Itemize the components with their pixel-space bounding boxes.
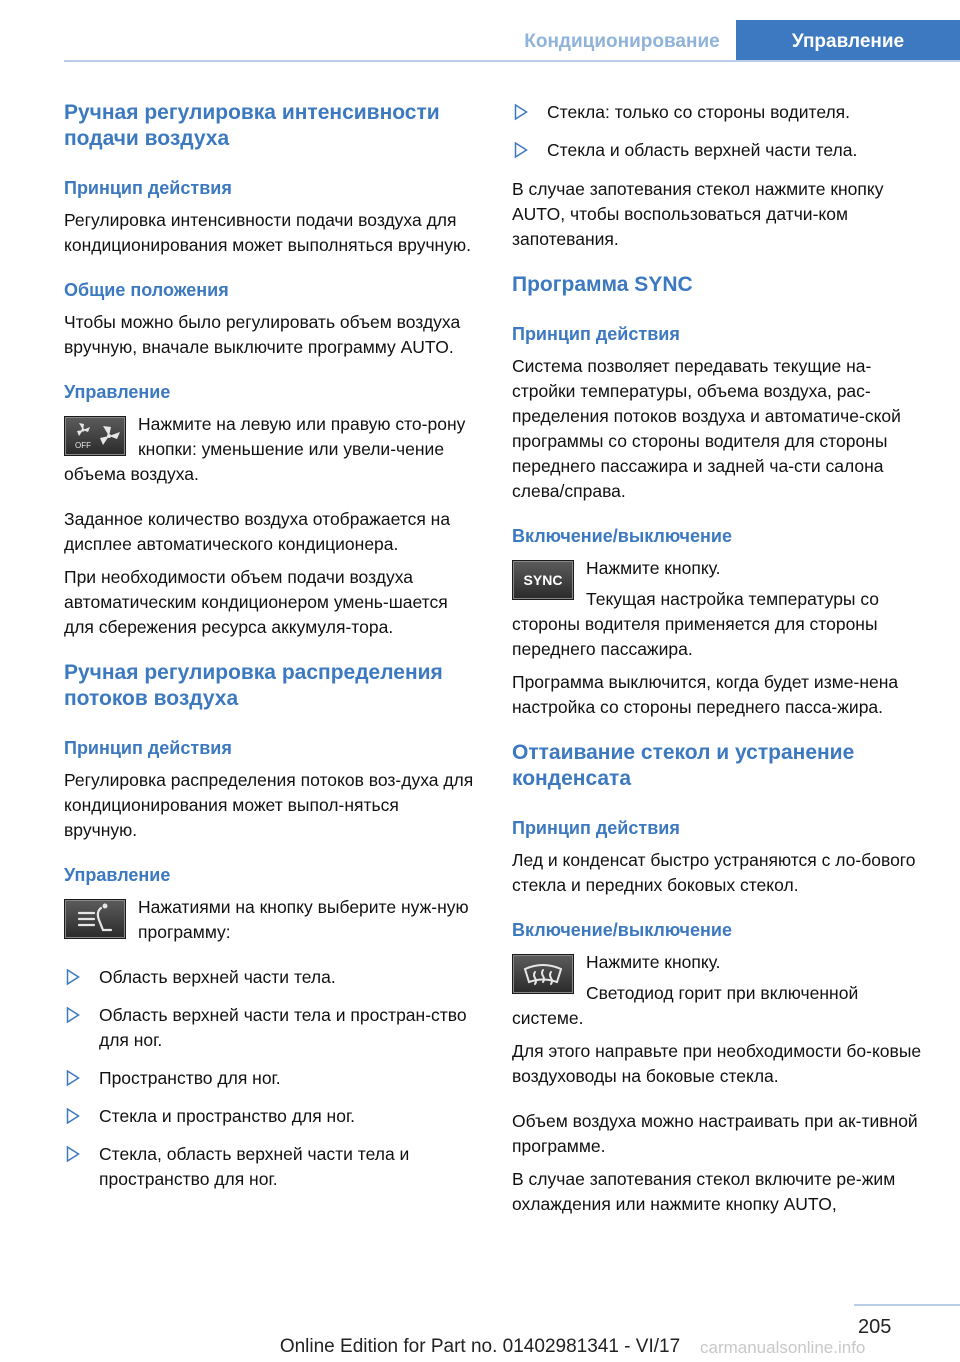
- fan-control-text: Нажмите на левую или правую сто-рону кнопки: уменьшение или увели-чение объема воздуха.: [64, 414, 466, 484]
- list-item-text: Стекла и область верхней части тела.: [547, 140, 858, 160]
- manual-distribution-control-heading: Управление: [64, 865, 171, 885]
- battery-text: При необходимости объем подачи воздуха автоматическим кондиционером умень-шается для сбережения ресурса аккумуля-тора.: [64, 567, 448, 637]
- air-distribution-button-icon: [64, 899, 126, 939]
- fan-control-block: [64, 412, 476, 487]
- sync-principle-heading: Принцип действия: [512, 324, 680, 344]
- triangle-bullet-icon: [66, 1145, 80, 1163]
- list-item: [64, 1003, 476, 1053]
- general-text: Чтобы можно было регулировать объем воздуха вручную, вначале выключите программу AUTO.: [64, 312, 461, 357]
- manual-intensity-title: Ручная регулировка интенсивности подачи воздуха: [64, 101, 440, 150]
- sync-button-label: SYNC: [523, 572, 563, 588]
- list-item: [64, 1104, 476, 1129]
- defrost-onoff-heading: Включение/выключение: [512, 920, 732, 940]
- manual-distribution-principle-heading: Принцип действия: [64, 738, 232, 758]
- triangle-bullet-icon: [514, 103, 528, 121]
- distribution-control-block: [64, 895, 476, 945]
- list-item: [64, 1142, 476, 1192]
- manual-intensity-control-heading: Управление: [64, 382, 171, 402]
- list-item-text: Область верхней части тела и простран-ство для ног.: [99, 1005, 467, 1050]
- sync-principle-text: Система позволяет передавать текущие на-стройки температуры, объема воздуха, рас-пределения потоков воздуха и автоматиче-ской программы со стороны водителя для стороны переднего пассажира и задней ча-сти салона слева/справа.: [512, 356, 901, 501]
- list-item: [64, 1066, 476, 1091]
- display-text: Заданное количество воздуха отображается на дисплее автоматического кондиционера.: [64, 509, 451, 554]
- list-item-text: Область верхней части тела.: [99, 967, 336, 987]
- list-item: [512, 100, 924, 125]
- triangle-bullet-icon: [66, 1006, 80, 1024]
- list-item-text: Стекла, область верхней части тела и пространство для ног.: [99, 1144, 410, 1189]
- page-header: [0, 0, 960, 62]
- manual-intensity-principle-heading: Принцип действия: [64, 178, 232, 198]
- page-number: 205: [858, 1316, 892, 1338]
- sync-apply-text: Текущая настройка температуры со стороны водителя применяется для стороны переднего пассажира.: [512, 589, 880, 659]
- list-item: [512, 138, 924, 163]
- list-item: [64, 965, 476, 990]
- defrost-press-text: Нажмите кнопку.: [586, 952, 721, 972]
- section-tab-air-conditioning[interactable]: Кондиционирование: [524, 31, 720, 52]
- fog-sensor-text: В случае запотевания стекол нажмите кнопку AUTO, чтобы воспользоваться датчи-ком запотевания.: [512, 179, 884, 249]
- svg-text:OFF: OFF: [75, 441, 91, 450]
- triangle-bullet-icon: [514, 141, 528, 159]
- triangle-bullet-icon: [66, 1069, 80, 1087]
- section-tab-controls[interactable]: Управление: [736, 20, 960, 62]
- sync-press-text: Нажмите кнопку.: [586, 558, 721, 578]
- distribution-program-list-continued: [512, 100, 924, 163]
- distribution-program-list: [64, 965, 476, 1192]
- sync-onoff-heading: Включение/выключение: [512, 526, 732, 546]
- sync-off-text: Программа выключится, когда будет изме-нена настройка со стороны переднего пасса-жира.: [512, 672, 899, 717]
- defrost-control-block: [512, 950, 924, 1031]
- windshield-defrost-button-icon: [512, 954, 574, 994]
- edition-note: Online Edition for Part no. 01402981341 - VI/17: [279, 1336, 681, 1357]
- sync-title: Программа SYNC: [512, 273, 693, 296]
- header-divider: [64, 60, 960, 62]
- triangle-bullet-icon: [66, 968, 80, 986]
- defrost-volume-text: Объем воздуха можно настраивать при ак-тивной программе.: [512, 1111, 918, 1156]
- defrost-principle-text: Лед и конденсат быстро устраняются с ло-бового стекла и передних боковых стекол.: [512, 850, 916, 895]
- defrost-vents-text: Для этого направьте при необходимости бо-ковые воздуховоды на боковые стекла.: [512, 1041, 922, 1086]
- distribution-control-text: Нажатиями на кнопку выберите нуж-ную программу:: [138, 897, 469, 942]
- defrost-principle-heading: Принцип действия: [512, 818, 680, 838]
- list-item-text: Стекла: только со стороны водителя.: [547, 102, 851, 122]
- manual-distribution-title: Ручная регулировка распределения потоков воздуха: [64, 661, 443, 710]
- fan-off-button-icon: [64, 416, 126, 456]
- general-heading: Общие положения: [64, 280, 229, 300]
- list-item-text: Стекла и пространство для ног.: [99, 1106, 356, 1126]
- footer-divider: [854, 1304, 960, 1306]
- list-item-text: Пространство для ног.: [99, 1068, 281, 1088]
- defrost-led-text: Светодиод горит при включенной системе.: [512, 983, 859, 1028]
- defrost-fog-text: В случае запотевания стекол включите ре-жим охлаждения или нажмите кнопку AUTO,: [512, 1169, 896, 1214]
- right-column: [512, 100, 924, 1237]
- defrost-title: Оттаивание стекол и устранение конденсата: [512, 741, 855, 790]
- watermark: carmanualsonline.info: [700, 1338, 866, 1357]
- sync-button-icon: [512, 560, 574, 600]
- manual-intensity-principle-text: Регулировка интенсивности подачи воздуха для кондиционирования может выполняться вручную.: [64, 210, 471, 255]
- left-column: [64, 100, 476, 1206]
- triangle-bullet-icon: [66, 1107, 80, 1125]
- sync-control-block: [512, 556, 924, 662]
- manual-distribution-principle-text: Регулировка распределения потоков воз-духа для кондиционирования может выпол-няться вручную.: [64, 770, 474, 840]
